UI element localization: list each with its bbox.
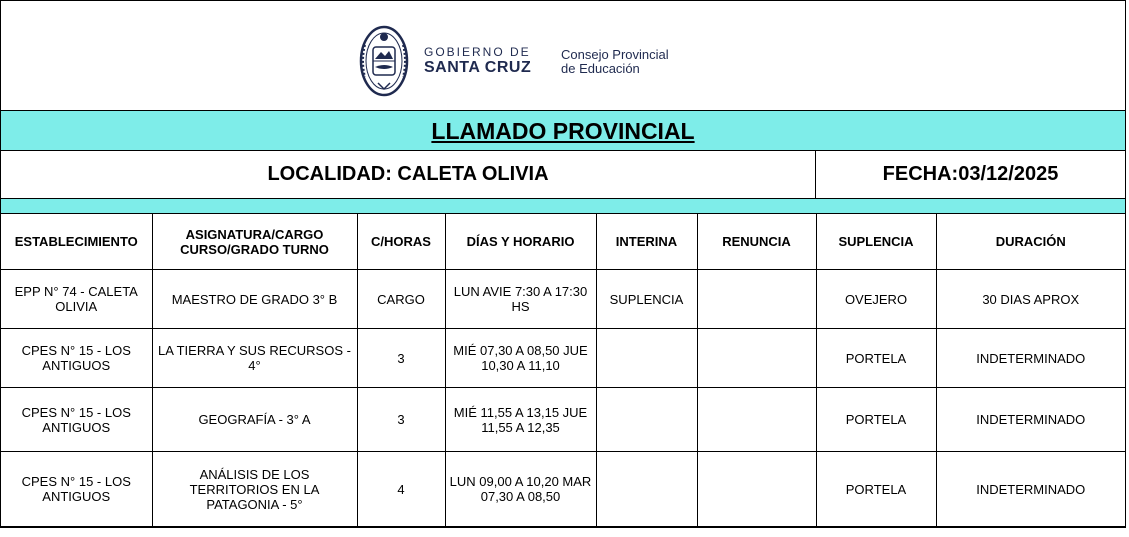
cell-renuncia xyxy=(697,452,816,527)
col-header-asignatura: ASIGNATURA/CARGO CURSO/GRADO TURNO xyxy=(152,214,357,270)
cell-suplencia: PORTELA xyxy=(816,388,936,452)
cell-interina xyxy=(596,452,697,527)
gov-line1: GOBIERNO DE xyxy=(424,45,531,59)
cell-establecimiento: CPES N° 15 - LOS ANTIGUOS xyxy=(1,329,152,388)
cell-renuncia xyxy=(697,270,816,329)
cell-horario: MIÉ 11,55 A 13,15 JUE 11,55 A 12,35 xyxy=(445,388,596,452)
cell-interina xyxy=(596,329,697,388)
gov-line2: SANTA CRUZ xyxy=(424,59,532,76)
cell-suplencia: PORTELA xyxy=(816,329,936,388)
council-wordmark xyxy=(561,48,669,76)
government-wordmark xyxy=(424,45,531,77)
cell-asignatura: LA TIERRA Y SUS RECURSOS - 4° xyxy=(152,329,357,388)
cell-renuncia xyxy=(697,388,816,452)
cell-establecimiento: CPES N° 15 - LOS ANTIGUOS xyxy=(1,452,152,527)
col-header-renuncia: RENUNCIA xyxy=(697,214,816,270)
cell-horas: 3 xyxy=(357,388,445,452)
cell-duracion: INDETERMINADO xyxy=(936,452,1125,527)
table-header-row xyxy=(1,214,1125,270)
cell-horario: MIÉ 07,30 A 08,50 JUE 10,30 A 11,10 xyxy=(445,329,596,388)
header xyxy=(1,1,1125,111)
col-header-horas: C/HORAS xyxy=(357,214,445,270)
col-header-suplencia: SUPLENCIA xyxy=(816,214,936,270)
col-header-establecimiento: ESTABLECIMIENTO xyxy=(1,214,152,270)
cpe-line2: de Educación xyxy=(561,61,640,76)
cell-suplencia: OVEJERO xyxy=(816,270,936,329)
table-row xyxy=(1,329,1125,388)
separator-band xyxy=(1,199,1125,214)
cpe-line1: Consejo Provincial xyxy=(561,47,669,62)
cell-suplencia: PORTELA xyxy=(816,452,936,527)
location-row xyxy=(1,151,1125,199)
cell-duracion: INDETERMINADO xyxy=(936,329,1125,388)
coat-of-arms-icon xyxy=(359,25,409,97)
cell-renuncia xyxy=(697,329,816,388)
table-row xyxy=(1,388,1125,452)
cell-duracion: 30 DIAS APROX xyxy=(936,270,1125,329)
cell-duracion: INDETERMINADO xyxy=(936,388,1125,452)
cell-horas: 3 xyxy=(357,329,445,388)
cell-asignatura: GEOGRAFÍA - 3° A xyxy=(152,388,357,452)
cell-horario: LUN AVIE 7:30 A 17:30 HS xyxy=(445,270,596,329)
table-row xyxy=(1,270,1125,329)
cell-asignatura: ANÁLISIS DE LOS TERRITORIOS EN LA PATAGONIA - 5° xyxy=(152,452,357,527)
col-header-horario: DÍAS Y HORARIO xyxy=(445,214,596,270)
cell-horas: CARGO xyxy=(357,270,445,329)
fecha-label: FECHA:03/12/2025 xyxy=(882,163,1059,185)
cell-interina: SUPLENCIA xyxy=(596,270,697,329)
cell-establecimiento: EPP N° 74 - CALETA OLIVIA xyxy=(1,270,152,329)
localidad-label: LOCALIDAD: CALETA OLIVIA xyxy=(1,151,816,198)
table-row xyxy=(1,452,1125,527)
positions-table xyxy=(1,214,1125,527)
col-header-duracion: DURACIÓN xyxy=(936,214,1125,270)
title-band xyxy=(1,111,1125,151)
cell-horario: LUN 09,00 A 10,20 MAR 07,30 A 08,50 xyxy=(445,452,596,527)
cell-interina xyxy=(596,388,697,452)
cell-establecimiento: CPES N° 15 - LOS ANTIGUOS xyxy=(1,388,152,452)
document-title: LLAMADO PROVINCIAL xyxy=(431,118,695,144)
cell-asignatura: MAESTRO DE GRADO 3° B xyxy=(152,270,357,329)
cell-horas: 4 xyxy=(357,452,445,527)
col-header-interina: INTERINA xyxy=(596,214,697,270)
